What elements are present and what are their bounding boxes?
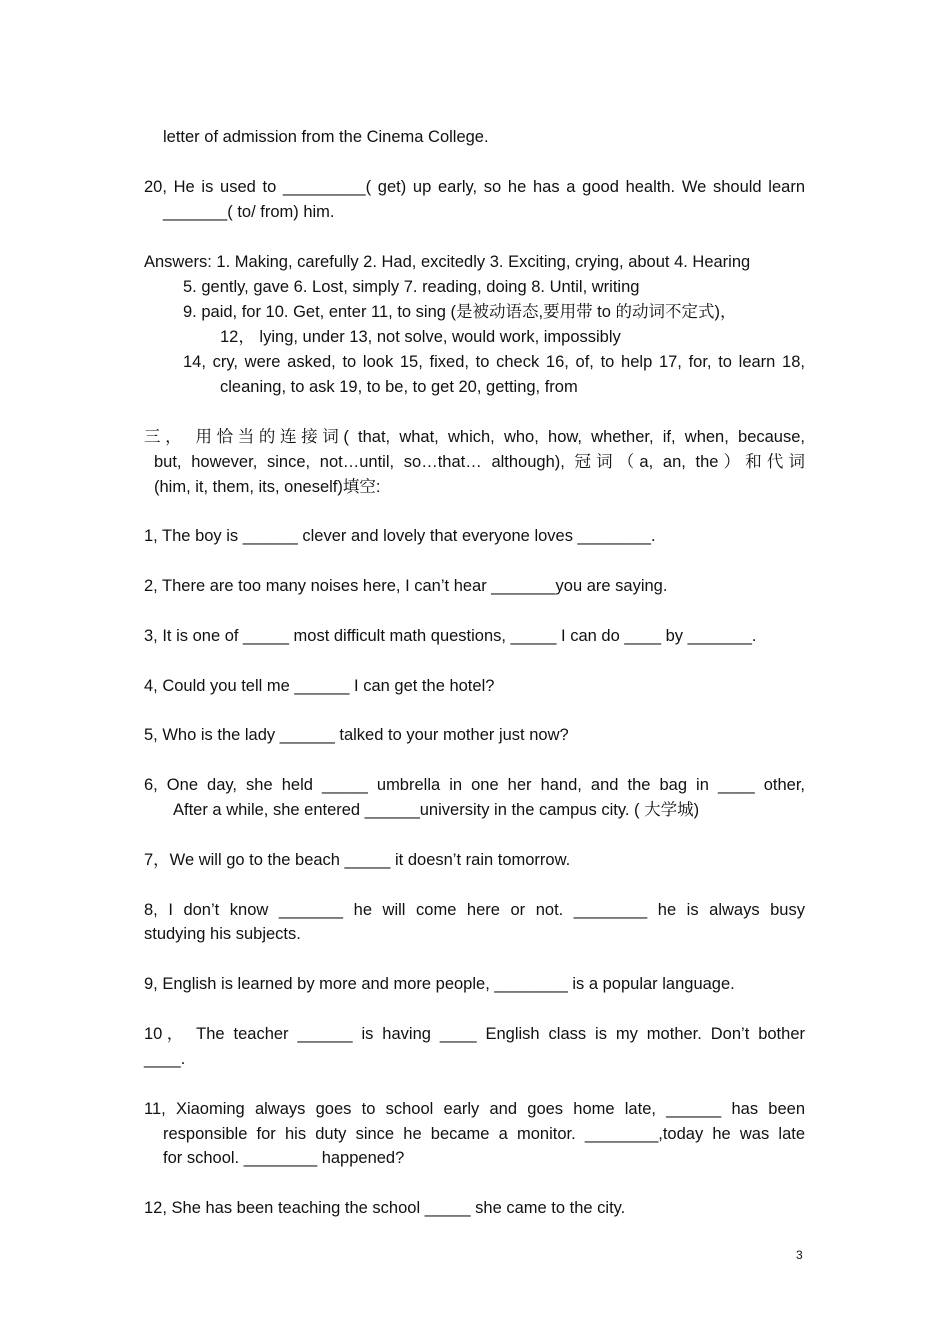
section-3-heading-line2: but, however, since, not…until, so…that… although), 冠词（a, an, the）和代词	[154, 453, 805, 471]
question-12: 12, She has been teaching the school _____ she came to the city.	[144, 1199, 626, 1217]
question-3: 3, It is one of _____ most difficult math questions, _____ I can do ____ by _______.	[144, 627, 757, 645]
answers-line1: Answers: 1. Making, carefully 2. Had, excitedly 3. Exciting, crying, about 4. Hearing	[144, 253, 751, 271]
answers-line2: 5. gently, gave 6. Lost, simply 7. reading, doing 8. Until, writing	[183, 278, 640, 296]
question-8-line2: studying his subjects.	[144, 925, 301, 943]
q19-continuation: letter of admission from the Cinema College.	[163, 128, 489, 146]
section-3-heading-line1: 三， 用恰当的连接词( that, what, which, who, how, whether, if, when, because,	[144, 428, 805, 446]
question-1: 1, The boy is ______ clever and lovely that everyone loves ________.	[144, 527, 656, 545]
section-3-heading-line3: (him, it, them, its, oneself)填空:	[154, 478, 381, 496]
question-7: 7，We will go to the beach _____ it doesn’t rain tomorrow.	[144, 851, 571, 869]
question-20-line2: _______( to/ from) him.	[163, 203, 335, 221]
question-8-line1: 8, I don’t know _______ he will come here or not. ________ he is always busy	[144, 901, 805, 919]
question-11-line3: for school. ________ happened?	[163, 1149, 405, 1167]
page-number: 3	[796, 1248, 803, 1262]
question-10-line2: ____.	[144, 1050, 186, 1068]
question-9: 9, English is learned by more and more people, ________ is a popular language.	[144, 975, 735, 993]
answers-line6: cleaning, to ask 19, to be, to get 20, getting, from	[220, 378, 578, 396]
question-11-line1: 11, Xiaoming always goes to school early and goes home late, ______ has been	[144, 1100, 805, 1118]
answers-line5: 14, cry, were asked, to look 15, fixed, to check 16, of, to help 17, for, to learn 18,	[183, 353, 805, 371]
question-6-line1: 6, One day, she held _____ umbrella in one her hand, and the bag in ____ other,	[144, 776, 805, 794]
answers-line3: 9. paid, for 10. Get, enter 11, to sing (是被动语态,要用带 to 的动词不定式)，	[183, 303, 737, 321]
question-2: 2, There are too many noises here, I can’t hear _______you are saying.	[144, 577, 668, 595]
question-6-line2: After a while, she entered ______university in the campus city. ( 大学城)	[173, 801, 700, 819]
question-20-line1: 20, He is used to _________( get) up early, so he has a good health. We should learn	[144, 178, 805, 196]
question-4: 4, Could you tell me ______ I can get the hotel?	[144, 677, 495, 695]
question-10-line1: 10， The teacher ______ is having ____ English class is my mother. Don’t bother	[144, 1025, 805, 1043]
question-5: 5, Who is the lady ______ talked to your mother just now?	[144, 726, 569, 744]
question-11-line2: responsible for his duty since he became a monitor. ________,today he was late	[163, 1125, 805, 1143]
answers-line4: 12， lying, under 13, not solve, would work, impossibly	[220, 328, 621, 346]
